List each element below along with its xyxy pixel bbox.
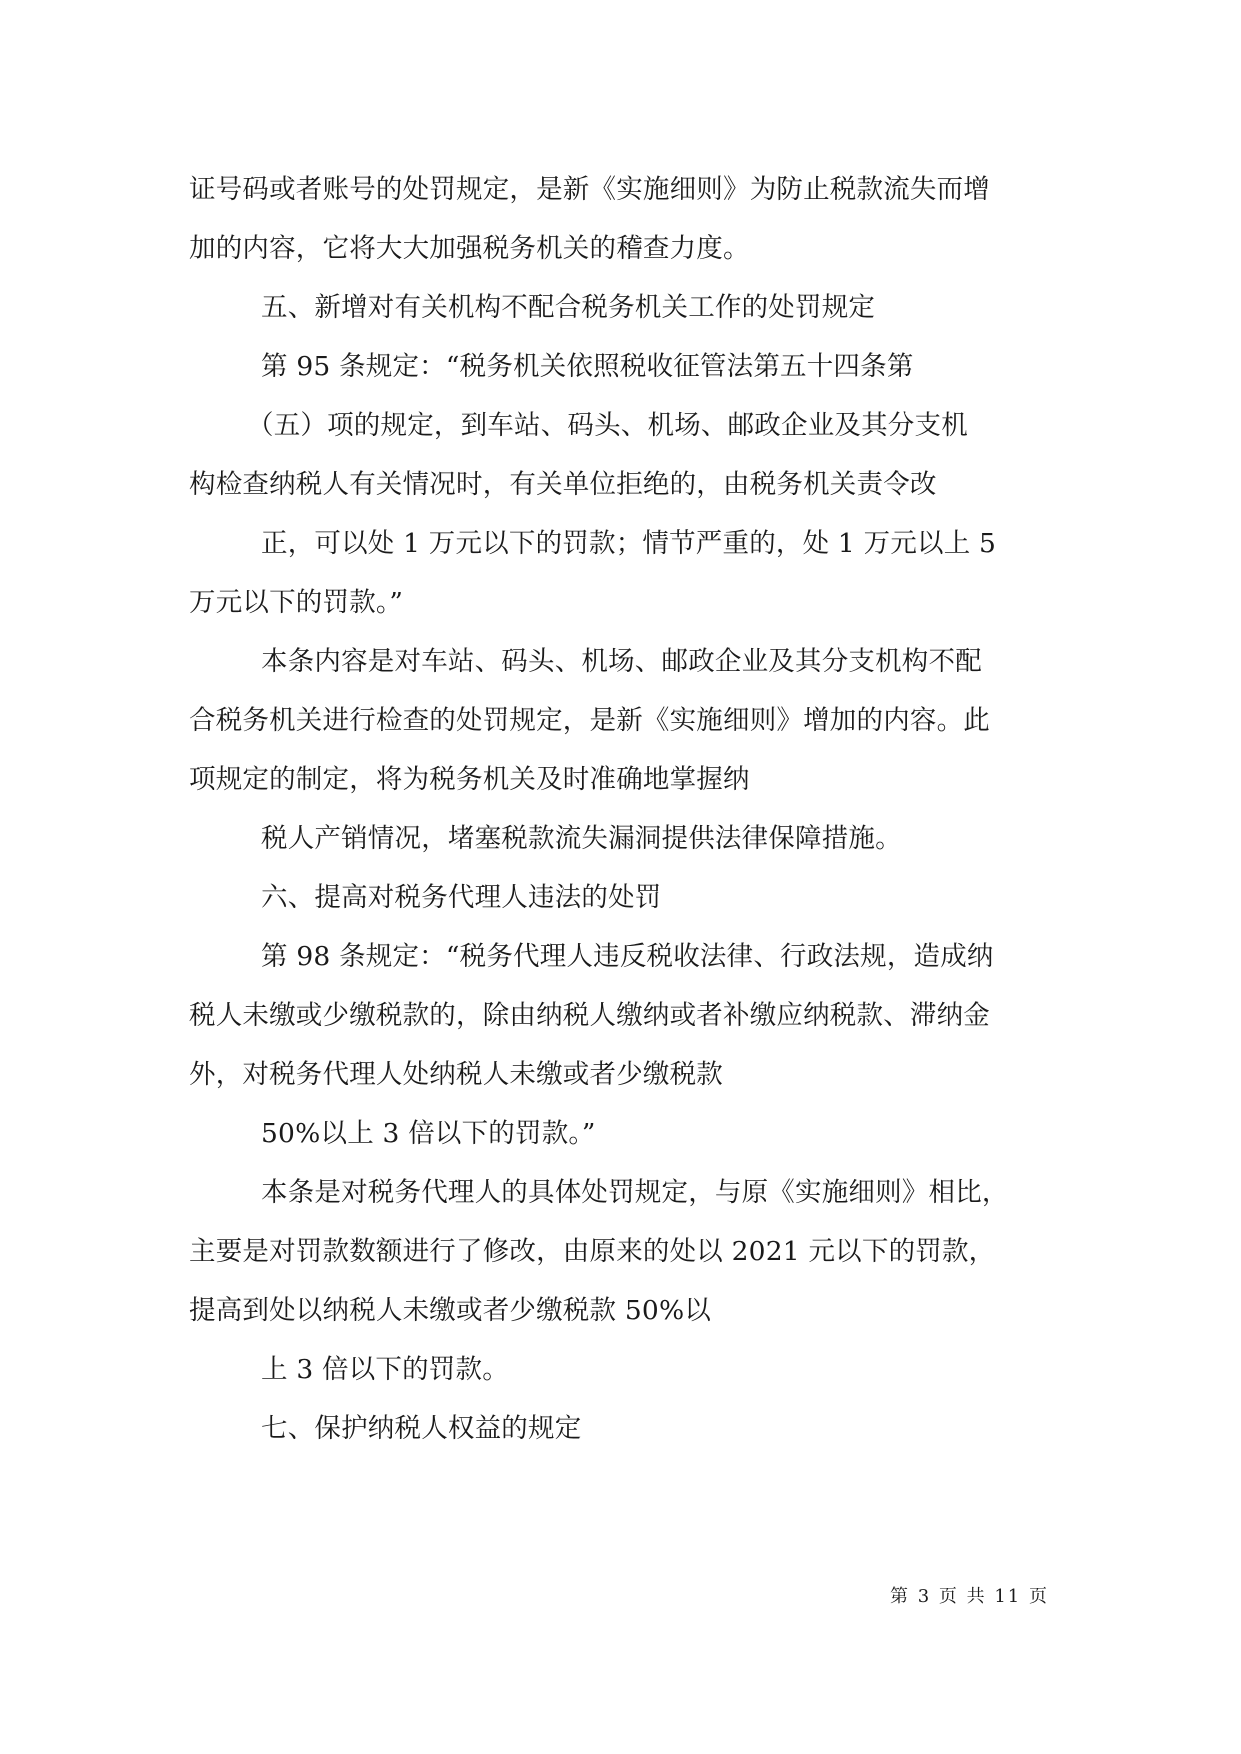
text-line: 第 98 条规定：“税务代理人违反税收法律、行政法规，造成纳: [261, 941, 994, 972]
text-line: 外，对税务代理人处纳税人未缴或者少缴税款: [189, 1059, 723, 1090]
page-number-footer: 第 3 页 共 11 页: [890, 1586, 1049, 1607]
text-line: 第 95 条规定：“税务机关依照税收征管法第五十四条第: [261, 351, 914, 382]
text-line: 上 3 倍以下的罚款。: [261, 1354, 509, 1385]
text-line: 税人未缴或少缴税款的，除由纳税人缴纳或者补缴应纳税款、滞纳金: [189, 1000, 990, 1031]
text-line: 正，可以处 1 万元以下的罚款；情节严重的，处 1 万元以上 5: [261, 528, 997, 559]
text-line: 构检查纳税人有关情况时，有关单位拒绝的，由税务机关责令改: [189, 469, 937, 500]
text-line: 提高到处以纳税人未缴或者少缴税款 50%以: [189, 1295, 712, 1326]
text-line: 50%以上 3 倍以下的罚款。”: [261, 1118, 596, 1149]
text-line: 项规定的制定，将为税务机关及时准确地掌握纳: [189, 764, 750, 795]
text-line: （五）项的规定，到车站、码头、机场、邮政企业及其分支机: [247, 410, 968, 441]
document-body: [189, 160, 1059, 1458]
text-line: 本条是对税务代理人的具体处罚规定，与原《实施细则》相比，: [261, 1177, 1009, 1208]
section-heading: 七、保护纳税人权益的规定: [261, 1413, 582, 1444]
text-line: 主要是对罚款数额进行了修改，由原来的处以 2021 元以下的罚款，: [189, 1236, 996, 1267]
text-line: 加的内容，它将大大加强税务机关的稽查力度。: [189, 233, 750, 264]
text-line: 本条内容是对车站、码头、机场、邮政企业及其分支机构不配: [261, 646, 982, 677]
text-line: 合税务机关进行检查的处罚规定，是新《实施细则》增加的内容。此: [189, 705, 990, 736]
text-line: 税人产销情况，堵塞税款流失漏洞提供法律保障措施。: [261, 823, 902, 854]
section-heading: 六、提高对税务代理人违法的处罚: [261, 882, 662, 913]
text-line: 万元以下的罚款。”: [189, 587, 404, 618]
section-heading: 五、新增对有关机构不配合税务机关工作的处罚规定: [261, 292, 876, 323]
text-line: 证号码或者账号的处罚规定，是新《实施细则》为防止税款流失而增: [189, 174, 990, 205]
